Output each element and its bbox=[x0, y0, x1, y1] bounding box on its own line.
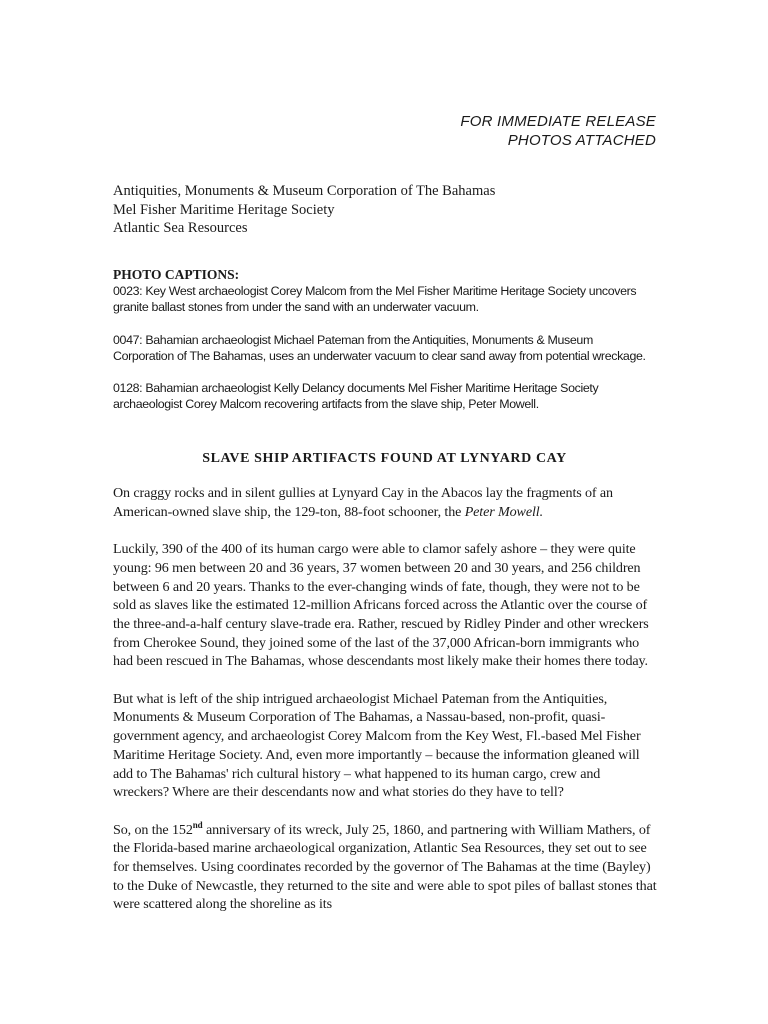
organization-list bbox=[113, 182, 495, 238]
ship-name: Peter Mowell. bbox=[464, 503, 543, 520]
paragraph-text: So, on the 152 bbox=[113, 821, 193, 838]
paragraph-text: anniversary of its wreck, July 25, 1860, and partnering with William Mathers, of the Florida-based marine archaeological organization, Atlantic Sea Resources, they set out to see for themselves. Using coordinates recorded by the governor of The Bahamas at the time (Bayley) to the Duke of Newcastle, they returned to the site and were able to spot piles of ballast stones that were scattered along the shoreline as its bbox=[113, 821, 657, 913]
photos-notice: PHOTOS ATTACHED bbox=[507, 132, 656, 149]
body-paragraph bbox=[113, 484, 659, 521]
organization-name: Antiquities, Monuments & Museum Corporation of The Bahamas bbox=[113, 183, 496, 199]
body-paragraph bbox=[113, 821, 659, 915]
caption-item: 0128: Bahamian archaeologist Kelly Delancy documents Mel Fisher Maritime Heritage Society archaeologist Corey Malcom recovering artifacts from the slave ship, Peter Mowell. bbox=[113, 381, 599, 412]
organization-name: Atlantic Sea Resources bbox=[113, 220, 248, 236]
article-body bbox=[113, 484, 659, 933]
organization-name: Mel Fisher Maritime Heritage Society bbox=[113, 201, 335, 218]
body-paragraph: But what is left of the ship intrigued archaeologist Michael Pateman from the Antiquities, Monuments & Museum Corporation of The Bahamas, a Nassau-based, non-profit, quasi-government agency, and archaeologist Corey Malcom from the Key West, Fl.-based Mel Fisher Maritime Heritage Society. And, even more importantly – because the information gleaned will add to The Bahamas' rich cultural history – what happened to its human cargo, crew and wreckers? Where are their descendants now and what stories do they have to tell? bbox=[113, 690, 641, 801]
article-headline: SLAVE SHIP ARTIFACTS FOUND AT LYNYARD CAY bbox=[202, 451, 567, 466]
ordinal-suffix: nd bbox=[192, 819, 203, 830]
paragraph-text: On craggy rocks and in silent gullies at Lynyard Cay in the Abacos lay the fragments of an American-owned slave ship, the 129-ton, 88-foot schooner, the bbox=[113, 485, 613, 520]
caption-item: 0047: Bahamian archaeologist Michael Pateman from the Antiquities, Monuments & Museum Corporation of The Bahamas, uses an underwater vacuum to clear sand away from potential wreckage. bbox=[113, 332, 646, 363]
release-status: FOR IMMEDIATE RELEASE bbox=[460, 113, 656, 130]
caption-item: 0023: Key West archaeologist Corey Malcom from the Mel Fisher Maritime Heritage Society uncovers granite ballast stones from under the sand with an underwater vacuum. bbox=[113, 284, 637, 315]
photo-captions bbox=[113, 266, 653, 429]
captions-heading: PHOTO CAPTIONS: bbox=[113, 267, 240, 282]
release-header bbox=[460, 112, 656, 150]
body-paragraph: Luckily, 390 of the 400 of its human cargo were able to clamor safely ashore – they were quite young: 96 men between 20 and 36 years, 37 women between 20 and 30 years, and 256 children between 6 and 20 years. Thanks to the ever-changing winds of fate, though, they were not to be sold as slaves like the estimated 12-million Africans forced across the Atlantic over the course of the three-and-a-half century slave-trade era. Rather, rescued by Ridley Pinder and other wreckers from Cherokee Sound, they joined some of the last of the 37,000 African-born immigrants who had been rescued in The Bahamas, whose descendants most likely make their homes there today. bbox=[113, 541, 649, 670]
